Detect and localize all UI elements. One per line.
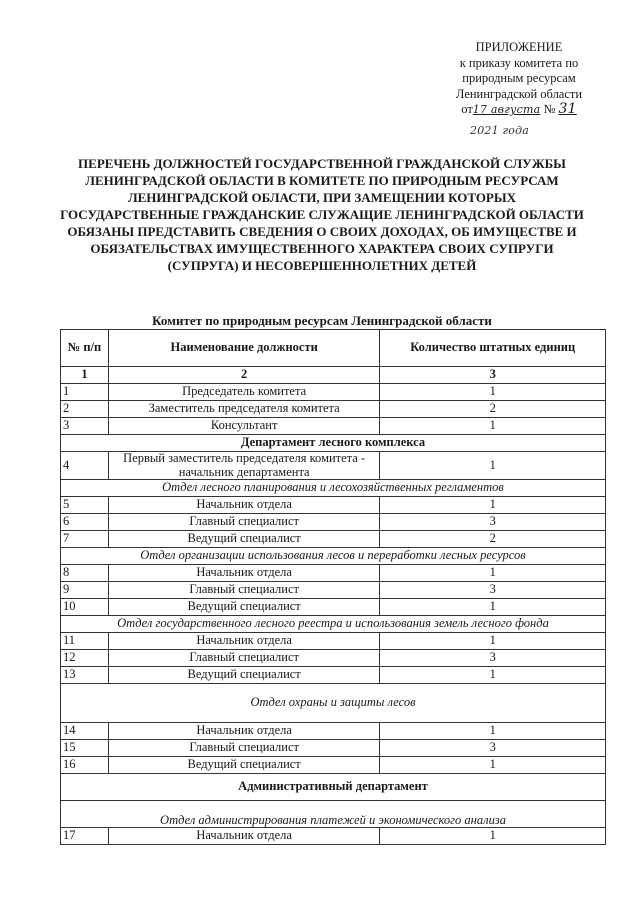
section-title: Отдел государственного лесного реестра и использования земель лесного фонда — [61, 616, 606, 633]
table-row — [61, 757, 606, 774]
handwritten-number: 31 — [558, 101, 577, 117]
staff-count: 1 — [380, 828, 606, 845]
staff-count: 3 — [380, 650, 606, 667]
row-number: 3 — [61, 418, 109, 435]
header-count: Количество штатных единиц — [380, 330, 606, 367]
column-number: 2 — [108, 367, 379, 384]
position-name: Ведущий специалист — [108, 667, 379, 684]
appendix-block — [434, 40, 604, 118]
section-row — [61, 684, 606, 723]
row-number: 8 — [61, 565, 109, 582]
appendix-line: природным ресурсам — [462, 71, 576, 85]
staff-count: 1 — [380, 384, 606, 401]
handwritten-date: 17 августа — [472, 103, 541, 116]
table-row — [61, 723, 606, 740]
appendix-title: ПРИЛОЖЕНИЕ — [475, 40, 563, 54]
row-number: 1 — [61, 384, 109, 401]
table-caption: Комитет по природным ресурсам Ленинградской области — [152, 313, 492, 328]
column-number: 1 — [61, 367, 109, 384]
appendix-line: Ленинградской области — [455, 86, 583, 101]
row-number: 13 — [61, 667, 109, 684]
table-row — [61, 497, 606, 514]
position-name: Председатель комитета — [108, 384, 379, 401]
section-title: Отдел администрирования платежей и экономического анализа — [61, 801, 606, 828]
column-number: 3 — [380, 367, 606, 384]
row-number: 10 — [61, 599, 109, 616]
table-row — [61, 582, 606, 599]
staff-count: 1 — [380, 757, 606, 774]
position-name: Первый заместитель председателя комитета - начальник департамента — [108, 452, 379, 480]
position-name: Главный специалист — [108, 650, 379, 667]
row-number: 5 — [61, 497, 109, 514]
order-date-line — [434, 102, 604, 118]
document-title: ПЕРЕЧЕНЬ ДОЛЖНОСТЕЙ ГОСУДАРСТВЕННОЙ ГРАЖДАНСКОЙ СЛУЖБЫ ЛЕНИНГРАДСКОЙ ОБЛАСТИ В КОМИТЕТЕ ПО ПРИРОДНЫМ РЕСУРСАМ ЛЕНИНГРАДСКОЙ ОБЛАСТИ, ПРИ ЗАМЕЩЕНИИ КОТОРЫХ ГОСУДАРСТВЕННЫЕ ГРАЖДАНСКИЕ СЛУЖАЩИЕ ЛЕНИНГРАДСКОЙ ОБЛАСТИ ОБЯЗАНЫ ПРЕДСТАВИТЬ СВЕДЕНИЯ О СВОИХ ДОХОДАХ, ОБ ИМУЩЕСТВЕ И ОБЯЗАТЕЛЬСТВАХ ИМУЩЕСТВЕННОГО ХАРАКТЕРА СВОИХ СУПРУГИ (СУПРУГА) И НЕСОВЕРШЕННОЛЕТНИХ ДЕТЕЙ — [60, 156, 584, 273]
staff-count: 1 — [380, 418, 606, 435]
row-number: 9 — [61, 582, 109, 599]
staff-count: 2 — [380, 531, 606, 548]
staff-count: 1 — [380, 723, 606, 740]
position-name: Главный специалист — [108, 582, 379, 599]
table-header-row — [61, 330, 606, 367]
position-name: Консультант — [108, 418, 379, 435]
position-name: Ведущий специалист — [108, 757, 379, 774]
table-row — [61, 418, 606, 435]
table-row — [61, 452, 606, 480]
staff-count: 3 — [380, 514, 606, 531]
row-number: 6 — [61, 514, 109, 531]
position-name: Главный специалист — [108, 514, 379, 531]
position-name: Начальник отдела — [108, 497, 379, 514]
table-row — [61, 828, 606, 845]
position-name: Главный специалист — [108, 740, 379, 757]
staff-table — [60, 329, 606, 845]
position-name: Начальник отдела — [108, 828, 379, 845]
section-row — [61, 548, 606, 565]
row-number: 16 — [61, 757, 109, 774]
table-row — [61, 531, 606, 548]
table-row — [61, 740, 606, 757]
header-number: № п/п — [61, 330, 109, 367]
section-title: Отдел организации использования лесов и переработки лесных ресурсов — [61, 548, 606, 565]
staff-count: 1 — [380, 565, 606, 582]
appendix-line: к приказу комитета по — [459, 55, 579, 70]
staff-count: 1 — [380, 633, 606, 650]
row-number: 17 — [61, 828, 109, 845]
position-name: Начальник отдела — [108, 633, 379, 650]
column-number-row — [61, 367, 606, 384]
department-row — [61, 774, 606, 801]
section-row — [61, 616, 606, 633]
number-label: № — [543, 102, 556, 116]
department-admin: Административный департамент — [61, 774, 606, 801]
section-title: Отдел лесного планирования и лесохозяйственных регламентов — [61, 480, 606, 497]
section-row — [61, 480, 606, 497]
staff-count: 1 — [380, 497, 606, 514]
position-name: Ведущий специалист — [108, 531, 379, 548]
table-row — [61, 599, 606, 616]
table-row — [61, 384, 606, 401]
table-row — [61, 667, 606, 684]
row-number: 14 — [61, 723, 109, 740]
table-row — [61, 565, 606, 582]
row-number: 4 — [61, 452, 109, 480]
department-forest: Департамент лесного комплекса — [61, 435, 606, 452]
staff-count: 1 — [380, 599, 606, 616]
row-number: 15 — [61, 740, 109, 757]
table-row — [61, 650, 606, 667]
staff-count: 3 — [380, 740, 606, 757]
staff-count: 1 — [380, 667, 606, 684]
position-name: Заместитель председателя комитета — [108, 401, 379, 418]
table-row — [61, 401, 606, 418]
section-row — [61, 801, 606, 828]
row-number: 12 — [61, 650, 109, 667]
row-number: 7 — [61, 531, 109, 548]
row-number: 11 — [61, 633, 109, 650]
staff-count: 1 — [380, 452, 606, 480]
table-row — [61, 633, 606, 650]
department-row — [61, 435, 606, 452]
position-name: Ведущий специалист — [108, 599, 379, 616]
row-number: 2 — [61, 401, 109, 418]
header-position: Наименование должности — [108, 330, 379, 367]
staff-count: 3 — [380, 582, 606, 599]
from-label: от — [461, 102, 473, 116]
section-title: Отдел охраны и защиты лесов — [61, 684, 606, 723]
position-name: Начальник отдела — [108, 565, 379, 582]
table-row — [61, 514, 606, 531]
staff-count: 2 — [380, 401, 606, 418]
handwritten-year: 2021 года — [470, 124, 530, 137]
position-name: Начальник отдела — [108, 723, 379, 740]
